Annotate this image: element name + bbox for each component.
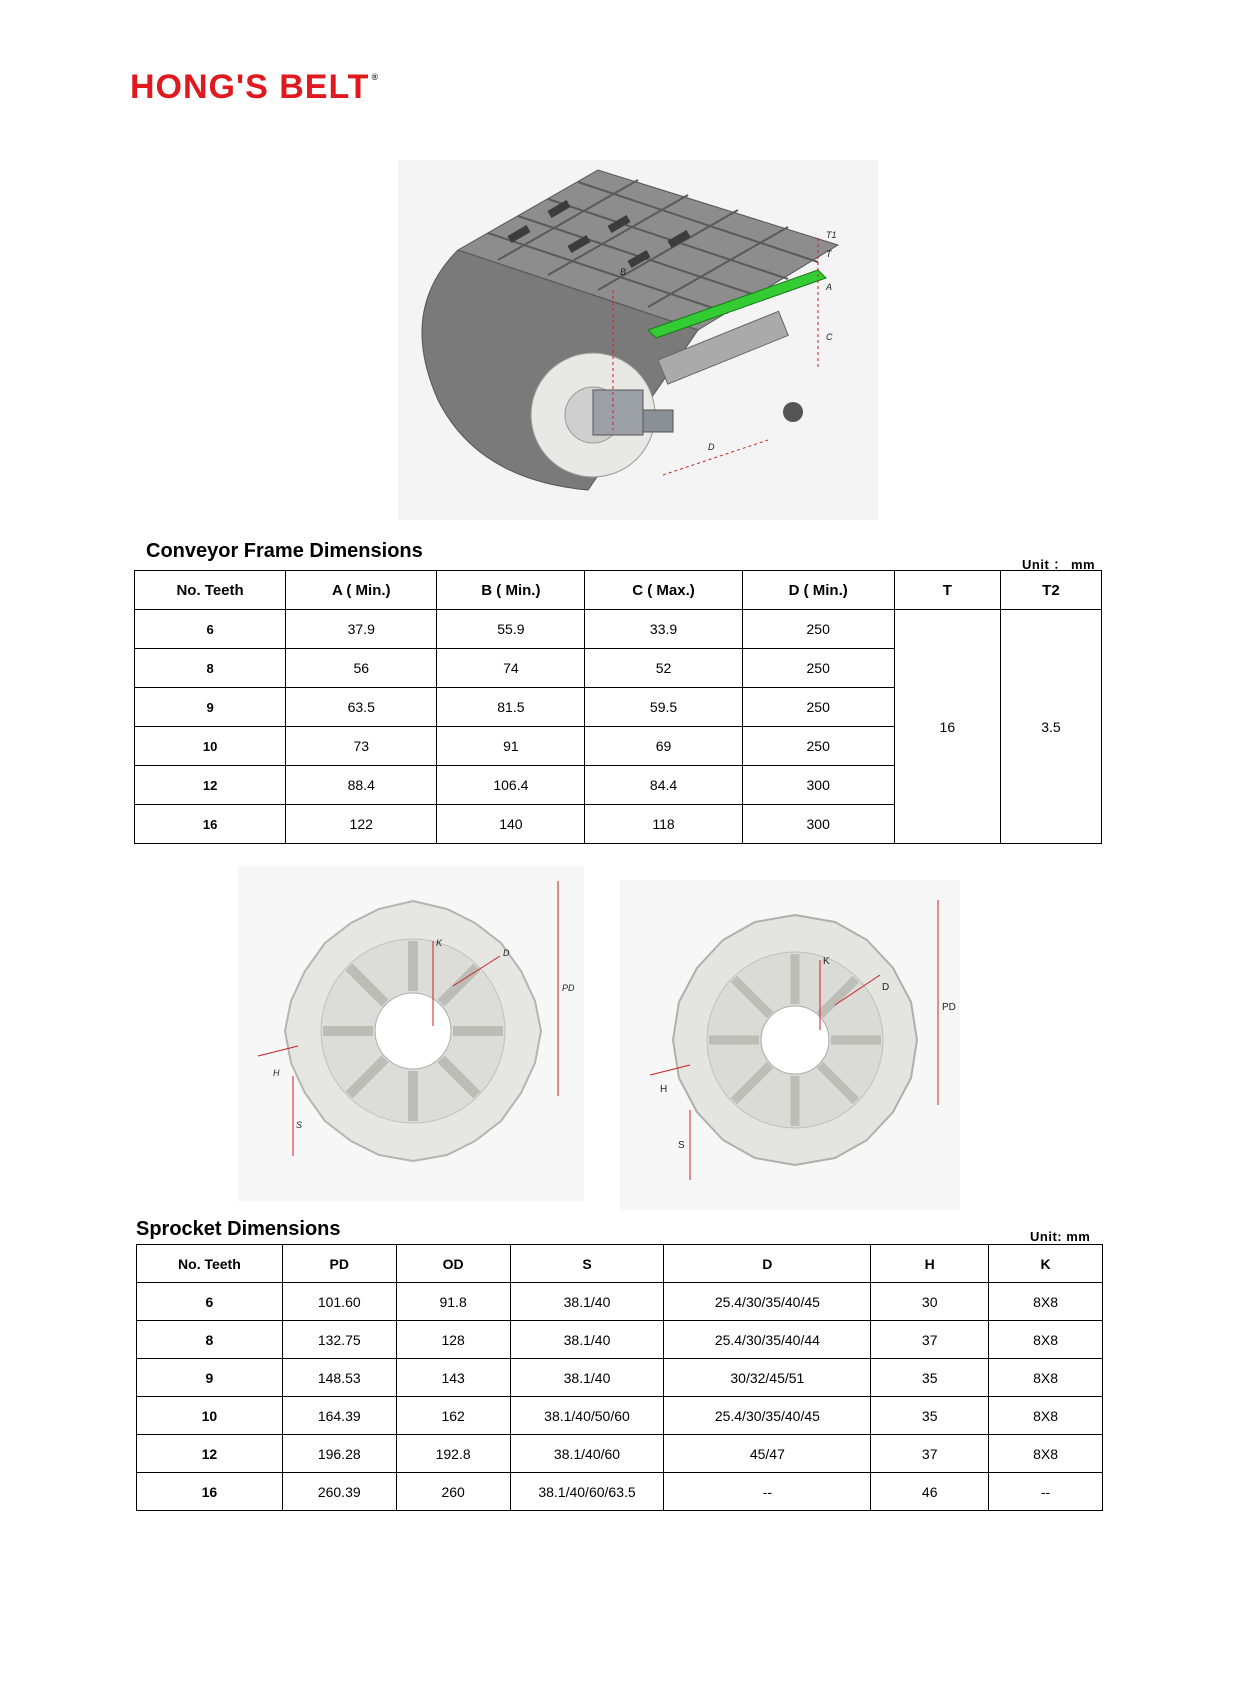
- cell: 9: [137, 1359, 283, 1397]
- header-c-max: C ( Max.): [585, 571, 742, 610]
- label-c: C: [826, 332, 833, 342]
- cell: 30/32/45/51: [664, 1359, 871, 1397]
- label-t: T: [826, 249, 832, 259]
- cell: 140: [437, 805, 585, 844]
- header-od: OD: [396, 1245, 510, 1283]
- header-k: K: [989, 1245, 1103, 1283]
- cell: --: [664, 1473, 871, 1511]
- cell: 8: [135, 649, 286, 688]
- header-no-teeth: No. Teeth: [135, 571, 286, 610]
- cell: --: [989, 1473, 1103, 1511]
- cell: 8X8: [989, 1359, 1103, 1397]
- cell: 52: [585, 649, 742, 688]
- cell: 38.1/40: [510, 1283, 664, 1321]
- conveyor-belt-illustration: [398, 160, 878, 520]
- cell: 45/47: [664, 1435, 871, 1473]
- cell: 12: [135, 766, 286, 805]
- cell: 6: [135, 610, 286, 649]
- table-row: [137, 1397, 1103, 1435]
- cell: 122: [286, 805, 437, 844]
- header-t: T: [894, 571, 1000, 610]
- cell: 250: [742, 727, 894, 766]
- label-h: H: [273, 1068, 280, 1078]
- cell: 260: [396, 1473, 510, 1511]
- header-a-min: A ( Min.): [286, 571, 437, 610]
- cell: 69: [585, 727, 742, 766]
- cell: 8X8: [989, 1283, 1103, 1321]
- cell: 25.4/30/35/40/44: [664, 1321, 871, 1359]
- cell: 12: [137, 1435, 283, 1473]
- cell: 192.8: [396, 1435, 510, 1473]
- cell: 101.60: [282, 1283, 396, 1321]
- cell: 38.1/40/60: [510, 1435, 664, 1473]
- cell: 37.9: [286, 610, 437, 649]
- cell: 56: [286, 649, 437, 688]
- cell: 9: [135, 688, 286, 727]
- conveyor-frame-unit: Unit ： mm: [1022, 557, 1096, 572]
- conveyor-frame-title: Conveyor Frame Dimensions: [146, 540, 423, 562]
- cell: 250: [742, 649, 894, 688]
- cell: 8: [137, 1321, 283, 1359]
- brand-logo-text: HONG'S BELT: [130, 68, 370, 106]
- header-h: H: [871, 1245, 989, 1283]
- label-d: D: [708, 442, 715, 452]
- conveyor-frame-table: [134, 570, 1102, 844]
- label-t1: T1: [826, 230, 837, 240]
- cell: 63.5: [286, 688, 437, 727]
- brand-logo: [130, 68, 379, 107]
- cell: 106.4: [437, 766, 585, 805]
- cell: 196.28: [282, 1435, 396, 1473]
- label-pd: PD: [942, 1002, 956, 1013]
- header-no-teeth: No. Teeth: [137, 1245, 283, 1283]
- label-pd: PD: [562, 983, 575, 993]
- cell: 162: [396, 1397, 510, 1435]
- header-b-min: B ( Min.): [437, 571, 585, 610]
- table-header-row: [137, 1245, 1103, 1283]
- cell: 6: [137, 1283, 283, 1321]
- cell: 74: [437, 649, 585, 688]
- cell: 10: [135, 727, 286, 766]
- cell: 35: [871, 1359, 989, 1397]
- cell: 88.4: [286, 766, 437, 805]
- t-value-cell: 16: [894, 610, 1000, 844]
- cell: 250: [742, 610, 894, 649]
- table-row: [137, 1473, 1103, 1511]
- cell: 38.1/40: [510, 1359, 664, 1397]
- cell: 300: [742, 805, 894, 844]
- cell: 38.1/40/50/60: [510, 1397, 664, 1435]
- table-header-row: [135, 571, 1102, 610]
- cell: 8X8: [989, 1397, 1103, 1435]
- cell: 81.5: [437, 688, 585, 727]
- header-t2: T2: [1000, 571, 1101, 610]
- cell: 118: [585, 805, 742, 844]
- label-d: D: [882, 982, 890, 993]
- cell: 84.4: [585, 766, 742, 805]
- sprocket-unit: Unit: mm: [1030, 1229, 1091, 1244]
- cell: 35: [871, 1397, 989, 1435]
- cell: 250: [742, 688, 894, 727]
- table-row: [137, 1283, 1103, 1321]
- cell: 16: [137, 1473, 283, 1511]
- header-d: D: [664, 1245, 871, 1283]
- cell: 8X8: [989, 1321, 1103, 1359]
- table-row: [135, 610, 1102, 649]
- label-k: K: [436, 938, 443, 948]
- table-row: [137, 1321, 1103, 1359]
- label-k: K: [823, 956, 830, 967]
- sprocket-left-illustration: [238, 866, 584, 1201]
- cell: 8X8: [989, 1435, 1103, 1473]
- cell: 91: [437, 727, 585, 766]
- cell: 132.75: [282, 1321, 396, 1359]
- table-row: [137, 1435, 1103, 1473]
- cell: 16: [135, 805, 286, 844]
- cell: 10: [137, 1397, 283, 1435]
- sprocket-table: [136, 1244, 1103, 1511]
- label-h: H: [660, 1084, 668, 1095]
- cell: 37: [871, 1435, 989, 1473]
- cell: 46: [871, 1473, 989, 1511]
- label-a: A: [826, 282, 833, 292]
- label-s: S: [678, 1140, 685, 1151]
- cell: 91.8: [396, 1283, 510, 1321]
- label-d: D: [503, 948, 510, 958]
- cell: 25.4/30/35/40/45: [664, 1397, 871, 1435]
- cell: 33.9: [585, 610, 742, 649]
- cell: 143: [396, 1359, 510, 1397]
- label-b: B: [620, 267, 627, 277]
- cell: 38.1/40/60/63.5: [510, 1473, 664, 1511]
- header-d-min: D ( Min.): [742, 571, 894, 610]
- cell: 260.39: [282, 1473, 396, 1511]
- cell: 164.39: [282, 1397, 396, 1435]
- sprocket-right-illustration: [620, 880, 960, 1210]
- cell: 37: [871, 1321, 989, 1359]
- table-row: [137, 1359, 1103, 1397]
- sprocket-title: Sprocket Dimensions: [136, 1218, 341, 1240]
- label-s: S: [296, 1120, 303, 1130]
- header-s: S: [510, 1245, 664, 1283]
- cell: 38.1/40: [510, 1321, 664, 1359]
- cell: 59.5: [585, 688, 742, 727]
- cell: 30: [871, 1283, 989, 1321]
- cell: 55.9: [437, 610, 585, 649]
- cell: 73: [286, 727, 437, 766]
- cell: 148.53: [282, 1359, 396, 1397]
- registered-mark: ®: [371, 72, 380, 82]
- cell: 25.4/30/35/40/45: [664, 1283, 871, 1321]
- cell: 128: [396, 1321, 510, 1359]
- t2-value-cell: 3.5: [1000, 610, 1101, 844]
- header-pd: PD: [282, 1245, 396, 1283]
- cell: 300: [742, 766, 894, 805]
